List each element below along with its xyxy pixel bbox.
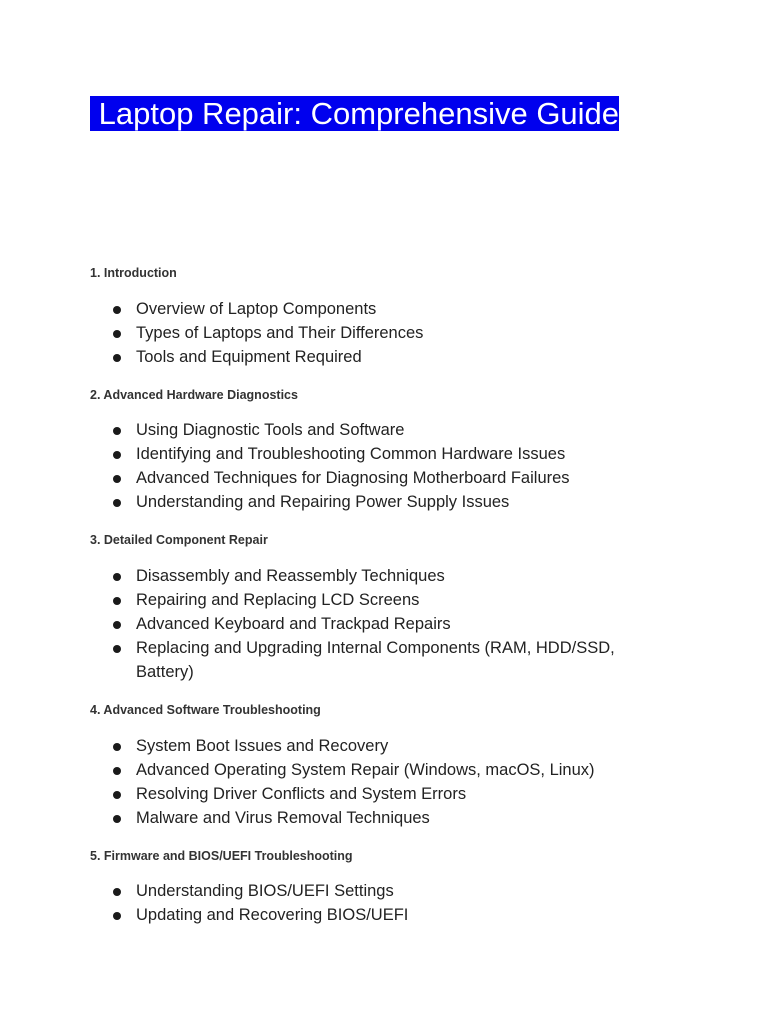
list-item [0,442,768,466]
list-item-text: Using Diagnostic Tools and Software [136,421,405,439]
section-heading-hardware-diagnostics: 2. Advanced Hardware Diagnostics [90,388,298,402]
list-item [0,466,768,490]
section-list-introduction [0,297,768,369]
bullet-icon [113,451,121,459]
document-title-highlight: Laptop Repair: Comprehensive Guide [90,96,620,131]
list-item [0,612,768,636]
bullet-icon [113,573,121,581]
list-item [0,345,768,369]
list-item-text: Types of Laptops and Their Differences [136,324,424,342]
section-heading-firmware-bios: 5. Firmware and BIOS/UEFI Troubleshooting [90,849,353,863]
bullet-icon [113,330,121,338]
list-item [0,588,768,612]
list-item-text: Repairing and Replacing LCD Screens [136,591,420,609]
list-item-text: Understanding BIOS/UEFI Settings [136,882,394,900]
bullet-icon [113,354,121,362]
list-item [0,636,768,684]
section-list-component-repair [0,564,768,684]
list-item-text: Advanced Techniques for Diagnosing Motherboard Failures [136,469,570,487]
list-item [0,734,768,758]
list-item-text: Malware and Virus Removal Techniques [136,809,430,827]
bullet-icon [113,743,121,751]
list-item [0,879,768,903]
list-item [0,782,768,806]
list-item [0,758,768,782]
list-item-text: Disassembly and Reassembly Techniques [136,567,445,585]
bullet-icon [113,767,121,775]
list-item [0,321,768,345]
list-item-text: Advanced Keyboard and Trackpad Repairs [136,615,451,633]
document-title [90,92,630,135]
bullet-icon [113,597,121,605]
bullet-icon [113,427,121,435]
bullet-icon [113,888,121,896]
list-item-text: Resolving Driver Conflicts and System Errors [136,785,467,803]
list-item [0,564,768,588]
bullet-icon [113,306,121,314]
list-item-text: Updating and Recovering BIOS/UEFI [136,906,409,924]
bullet-icon [113,499,121,507]
list-item-text: System Boot Issues and Recovery [136,737,389,755]
section-list-hardware-diagnostics [0,418,768,514]
list-item [0,297,768,321]
bullet-icon [113,475,121,483]
bullet-icon [113,621,121,629]
bullet-icon [113,791,121,799]
list-item [0,418,768,442]
section-heading-introduction: 1. Introduction [90,266,177,280]
list-item-text: Overview of Laptop Components [136,300,377,318]
section-heading-component-repair: 3. Detailed Component Repair [90,533,268,547]
bullet-icon [113,912,121,920]
section-list-firmware-bios [0,879,768,927]
list-item-text: Replacing and Upgrading Internal Components (RAM, HDD/SSD, Battery) [136,639,615,681]
list-item-text: Identifying and Troubleshooting Common Hardware Issues [136,445,566,463]
section-heading-software-troubleshooting: 4. Advanced Software Troubleshooting [90,703,321,717]
section-list-software-troubleshooting [0,734,768,830]
list-item-text: Advanced Operating System Repair (Windows, macOS, Linux) [136,761,595,779]
list-item [0,490,768,514]
bullet-icon [113,815,121,823]
list-item [0,806,768,830]
list-item-text: Tools and Equipment Required [136,348,362,366]
list-item-text: Understanding and Repairing Power Supply Issues [136,493,510,511]
bullet-icon [113,645,121,653]
list-item [0,903,768,927]
